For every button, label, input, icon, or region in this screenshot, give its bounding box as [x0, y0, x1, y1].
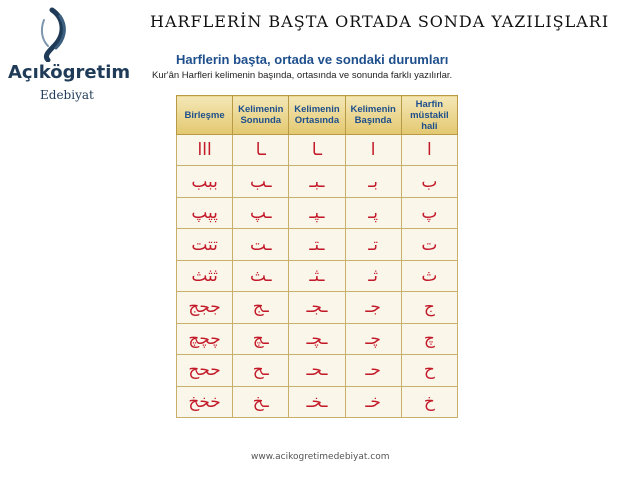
- table-row: [177, 292, 458, 323]
- table-body: [177, 135, 458, 418]
- table-row: [177, 386, 458, 418]
- isolated-form-cell: ا: [401, 135, 457, 166]
- isolated-form-cell: ح: [401, 355, 457, 386]
- table-row: [177, 229, 458, 260]
- table-row: [177, 323, 458, 354]
- initial-form-cell: جـ: [345, 292, 401, 323]
- final-form-cell: ـپ: [233, 197, 289, 228]
- medial-form-cell: ـحـ: [289, 355, 345, 386]
- medial-form-cell: ـا: [289, 135, 345, 166]
- initial-form-cell: حـ: [345, 355, 401, 386]
- table-row: [177, 135, 458, 166]
- final-form-cell: ـح: [233, 355, 289, 386]
- table-row: [177, 355, 458, 386]
- header-mustakil: Harfin müstakil hali: [401, 96, 457, 135]
- slide-title: HARFLERİN BAŞTA ORTADA SONDA YAZILIŞLARI: [150, 12, 610, 31]
- final-form-cell: ـا: [233, 135, 289, 166]
- initial-form-cell: تـ: [345, 229, 401, 260]
- combined-form-cell: چچچ: [177, 323, 233, 354]
- section-heading: Harflerin başta, ortada ve sondaki durumları: [176, 52, 449, 67]
- logo-name: Açıkögretim: [8, 62, 131, 83]
- isolated-form-cell: ب: [401, 166, 457, 197]
- table-header-row: [177, 96, 458, 135]
- combined-form-cell: خخخ: [177, 386, 233, 418]
- logo-swirl-icon: [30, 6, 80, 62]
- table-row: [177, 197, 458, 228]
- combined-form-cell: ححح: [177, 355, 233, 386]
- final-form-cell: ـچ: [233, 323, 289, 354]
- medial-form-cell: ـجـ: [289, 292, 345, 323]
- combined-form-cell: پپپ: [177, 197, 233, 228]
- final-form-cell: ـت: [233, 229, 289, 260]
- initial-form-cell: ا: [345, 135, 401, 166]
- table-row: [177, 260, 458, 291]
- isolated-form-cell: پ: [401, 197, 457, 228]
- letter-table-container: [176, 95, 458, 418]
- initial-form-cell: خـ: [345, 386, 401, 418]
- isolated-form-cell: ج: [401, 292, 457, 323]
- combined-form-cell: تتت: [177, 229, 233, 260]
- final-form-cell: ـب: [233, 166, 289, 197]
- combined-form-cell: ااا: [177, 135, 233, 166]
- combined-form-cell: ببب: [177, 166, 233, 197]
- initial-form-cell: پـ: [345, 197, 401, 228]
- initial-form-cell: چـ: [345, 323, 401, 354]
- description-text: Kur'ân Harfleri kelimenin başında, ortasında ve sonunda farklı yazılırlar.: [152, 70, 453, 81]
- medial-form-cell: ـتـ: [289, 229, 345, 260]
- final-form-cell: ـث: [233, 260, 289, 291]
- footer-url: www.acikogretimedebiyat.com: [251, 452, 390, 462]
- medial-form-cell: ـپـ: [289, 197, 345, 228]
- header-ortasinda: Kelimenin Ortasında: [289, 96, 345, 135]
- isolated-form-cell: چ: [401, 323, 457, 354]
- letter-forms-table: [176, 95, 458, 418]
- header-basinda: Kelimenin Başında: [345, 96, 401, 135]
- isolated-form-cell: خ: [401, 386, 457, 418]
- medial-form-cell: ـبـ: [289, 166, 345, 197]
- table-row: [177, 166, 458, 197]
- medial-form-cell: ـخـ: [289, 386, 345, 418]
- isolated-form-cell: ث: [401, 260, 457, 291]
- medial-form-cell: ـثـ: [289, 260, 345, 291]
- logo-subtitle: Edebiyat: [40, 88, 94, 102]
- final-form-cell: ـج: [233, 292, 289, 323]
- header-sonunda: Kelimenin Sonunda: [233, 96, 289, 135]
- combined-form-cell: ججج: [177, 292, 233, 323]
- initial-form-cell: بـ: [345, 166, 401, 197]
- header-birlesme: Birleşme: [177, 96, 233, 135]
- medial-form-cell: ـچـ: [289, 323, 345, 354]
- initial-form-cell: ثـ: [345, 260, 401, 291]
- combined-form-cell: ثثث: [177, 260, 233, 291]
- final-form-cell: ـخ: [233, 386, 289, 418]
- site-logo: [0, 0, 132, 112]
- isolated-form-cell: ت: [401, 229, 457, 260]
